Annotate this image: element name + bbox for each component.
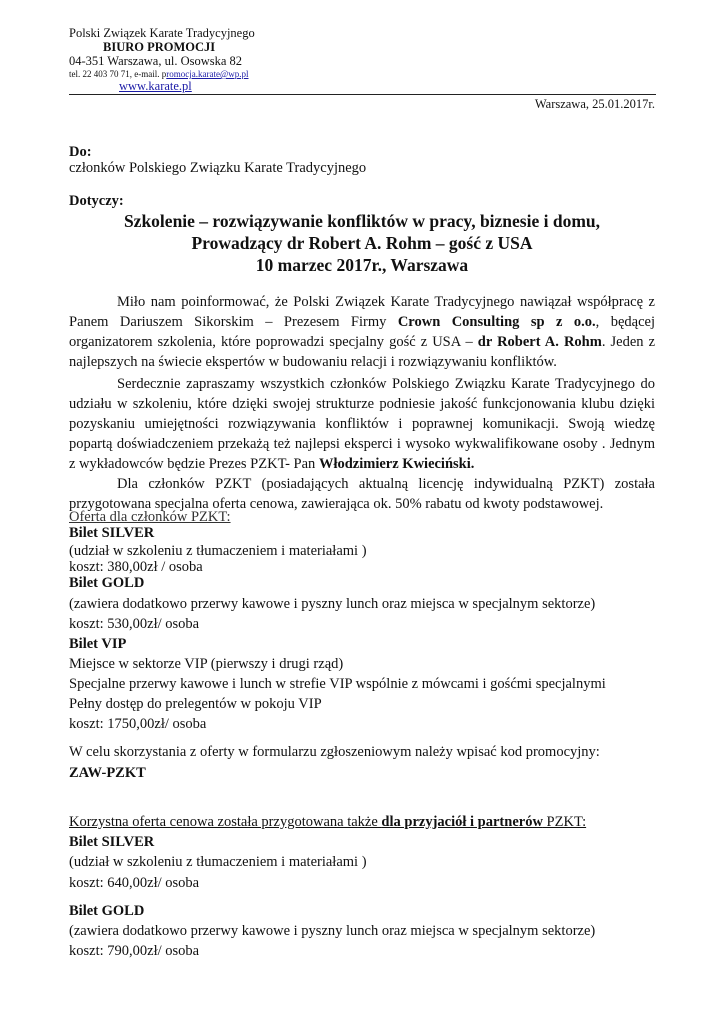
guest-name: dr Robert A. Rohm xyxy=(477,334,602,350)
members-gold-name: Bilet GOLD xyxy=(69,575,145,591)
members-silver-name: Bilet SILVER xyxy=(69,525,155,541)
friends-heading-pre: Korzystna oferta cenowa została przygotowana także xyxy=(69,814,382,830)
friends-silver-cost: koszt: 640,00zł/ osoba xyxy=(69,875,200,891)
friends-heading-post: PZKT: xyxy=(542,814,587,830)
date-line: Warszawa, 25.01.2017r. xyxy=(534,97,655,111)
subject-title-line2: Prowadzący dr Robert A. Rohm – gość z USA xyxy=(191,233,533,253)
members-vip-cost: koszt: 1750,00zł/ osoba xyxy=(69,716,207,732)
intro-text-2: , będącej organizatorem szkolenia, które poprowadzi specjalny gość z USA – xyxy=(69,314,655,350)
friends-gold-name: Bilet GOLD xyxy=(69,903,145,919)
recipient-value: członków Polskiego Związku Karate Tradycyjnego xyxy=(69,160,367,176)
subject-title-line3: 10 marzec 2017r., Warszawa xyxy=(255,255,469,275)
invitation-text: Serdecznie zapraszamy wszystkich członków Polskiego Związku Karate Tradycyjnego do udziału w szkoleniu, które dzięki swojej strukturze podniesie jakość funkcjonowania klubu dzięki pozyskaniu umiejętności rozwiązywania konfliktów i poprawnej komunikacji. Swoją wiedzę popartą doświadczeniem przekażą też najlepsi eksperci i wysoko wykwalifikowane osoby . Jednym z wykładowców będzie Prezes PZKT- Pan xyxy=(69,376,655,472)
recipient-label: Do: xyxy=(69,144,92,160)
contact-prefix: tel. 22 403 70 71, e-mail. p xyxy=(69,69,167,79)
friends-silver-desc: (udział w szkoleniu z tłumaczeniem i materiałami ) xyxy=(69,854,367,870)
promo-text: W celu skorzystania z oferty w formularzu zgłoszeniowym należy wpisać kod promocyjny: xyxy=(69,744,600,760)
letterhead-contact xyxy=(69,69,249,79)
members-silver-desc: (udział w szkoleniu z tłumaczeniem i materiałami ) xyxy=(69,543,367,559)
members-gold-desc: (zawiera dodatkowo przerwy kawowe i pyszny lunch oraz miejsca w specjalnym sektorze) xyxy=(69,596,596,612)
friends-silver-name: Bilet SILVER xyxy=(69,834,155,850)
letterhead-address: 04-351 Warszawa, ul. Osowska 82 xyxy=(69,54,243,68)
promo-code: ZAW-PZKT xyxy=(69,765,146,781)
friends-heading-bold: dla przyjaciół i partnerów xyxy=(381,814,543,830)
intro-text-3: . Jeden z najlepszych na świecie ekspertów w budowaniu relacji i rozwiązywaniu konfliktów. xyxy=(69,334,656,370)
members-gold-cost: koszt: 530,00zł/ osoba xyxy=(69,616,200,632)
letterhead-office: BIURO PROMOCJI xyxy=(103,40,216,54)
members-vip-name: Bilet VIP xyxy=(69,636,127,652)
subject-label: Dotyczy: xyxy=(69,193,124,209)
company-name: Crown Consulting sp z o.o. xyxy=(397,314,596,330)
members-vip-line2: Specjalne przerwy kawowe i lunch w strefie VIP wspólnie z mówcami i gośćmi specjalnymi xyxy=(69,676,606,692)
friends-offer-heading xyxy=(69,815,586,831)
members-vip-line1: Miejsce w sektorze VIP (pierwszy i drugi rząd) xyxy=(69,656,344,672)
friends-gold-cost: koszt: 790,00zł/ osoba xyxy=(69,943,200,959)
letterhead-org: Polski Związek Karate Tradycyjnego xyxy=(69,26,255,40)
paragraph-discount: Dla członków PZKT (posiadających aktualną licencję indywidualną PZKT) została przygotowana specjalna oferta cenowa, zawierająca ok. 50% rabatu od kwoty podstawowej. xyxy=(69,476,655,512)
members-offer-heading: Oferta dla członków PZKT: xyxy=(69,509,231,525)
email-link[interactable]: romocja.karate@wp.pl xyxy=(166,69,249,79)
paragraph-intro xyxy=(69,292,655,372)
subject-title-line1: Szkolenie – rozwiązywanie konfliktów w pracy, biznesie i domu, xyxy=(123,211,601,231)
members-vip-line3: Pełny dostęp do prelegentów w pokoju VIP xyxy=(69,696,322,712)
members-silver-cost: koszt: 380,00zł / osoba xyxy=(69,559,203,575)
lecturer-name: Włodzimierz Kwieciński. xyxy=(318,456,475,472)
header-rule xyxy=(69,94,656,95)
website-link[interactable]: www.karate.pl xyxy=(119,79,192,93)
intro-text-1: Miło nam poinformować, że Polski Związek Karate Tradycyjnego nawiązał współpracę z Panem Dariuszem Sikorskim – Prezesem Firmy xyxy=(69,294,655,330)
paragraph-invitation xyxy=(69,374,655,514)
friends-gold-desc: (zawiera dodatkowo przerwy kawowe i pyszny lunch oraz miejsca w specjalnym sektorze) xyxy=(69,923,596,939)
